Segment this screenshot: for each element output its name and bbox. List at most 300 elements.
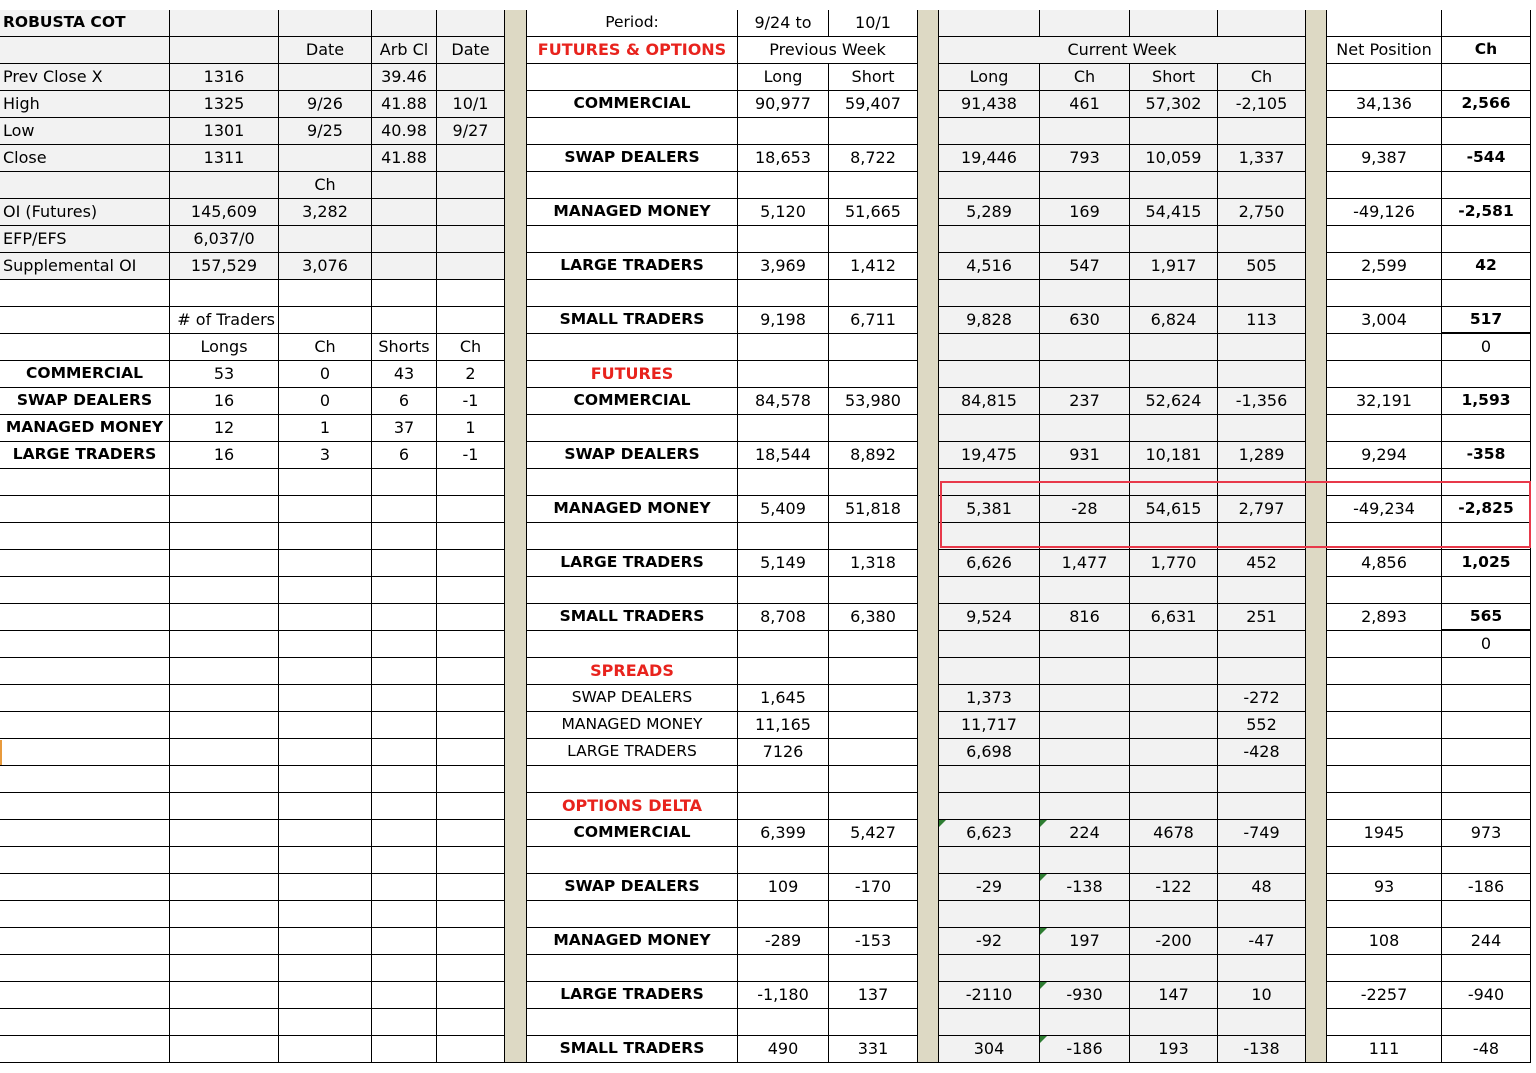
- cell-r4-c10[interactable]: [939, 118, 1040, 145]
- cell-r14-c1[interactable]: 16: [170, 388, 279, 415]
- cell-r27-c11[interactable]: [1040, 739, 1130, 766]
- cell-r21-c15[interactable]: [1442, 577, 1531, 604]
- cell-r34-c15[interactable]: 244: [1442, 928, 1531, 955]
- cell-r16-c6[interactable]: SWAP DEALERS: [527, 442, 738, 469]
- cell-r10-c4[interactable]: [437, 280, 505, 307]
- cell-r22-c7[interactable]: 8,708: [738, 604, 829, 631]
- cell-r34-c4[interactable]: [437, 928, 505, 955]
- cell-r22-c2[interactable]: [279, 604, 372, 631]
- cell-r26-c4[interactable]: [437, 712, 505, 739]
- cell-r18-c3[interactable]: [372, 496, 437, 523]
- cell-r27-c7[interactable]: 7126: [738, 739, 829, 766]
- cell-r4-c4[interactable]: 9/27: [437, 118, 505, 145]
- cell-r4-c8[interactable]: [829, 118, 918, 145]
- cell-r20-c8[interactable]: 1,318: [829, 550, 918, 577]
- cell-r14-c15[interactable]: 1,593: [1442, 388, 1531, 415]
- cell-r8-c4[interactable]: [437, 226, 505, 253]
- cell-r12-c4[interactable]: Ch: [437, 334, 505, 361]
- cell-r38-c12[interactable]: 193: [1130, 1036, 1218, 1063]
- cell-r29-c2[interactable]: [279, 793, 372, 820]
- cell-r37-c4[interactable]: [437, 1009, 505, 1036]
- cell-r22-c13[interactable]: 251: [1218, 604, 1306, 631]
- cell-r22-c11[interactable]: 816: [1040, 604, 1130, 631]
- cell-r0-c1[interactable]: [170, 10, 279, 37]
- cell-r25-c8[interactable]: [829, 685, 918, 712]
- cell-r12-c13[interactable]: [1218, 334, 1306, 361]
- cell-r25-c7[interactable]: 1,645: [738, 685, 829, 712]
- cell-r21-c0[interactable]: [0, 577, 170, 604]
- cell-r13-c7[interactable]: [738, 361, 829, 388]
- cell-r16-c12[interactable]: 10,181: [1130, 442, 1218, 469]
- cell-r36-c15[interactable]: -940: [1442, 982, 1531, 1009]
- cell-r2-c0[interactable]: Prev Close X: [0, 64, 170, 91]
- cell-r11-c7[interactable]: 9,198: [738, 307, 829, 334]
- cell-r13-c3[interactable]: 43: [372, 361, 437, 388]
- cell-r7-c10[interactable]: 5,289: [939, 199, 1040, 226]
- cell-r5-c1[interactable]: 1311: [170, 145, 279, 172]
- cell-r29-c11[interactable]: [1040, 793, 1130, 820]
- cell-r20-c14[interactable]: 4,856: [1327, 550, 1442, 577]
- cell-r17-c1[interactable]: [170, 469, 279, 496]
- cell-r23-c0[interactable]: [0, 631, 170, 658]
- cell-r8-c14[interactable]: [1327, 226, 1442, 253]
- cell-r26-c6[interactable]: MANAGED MONEY: [527, 712, 738, 739]
- cell-r30-c8[interactable]: 5,427: [829, 820, 918, 847]
- cell-r18-c15[interactable]: -2,825: [1442, 496, 1531, 523]
- cell-r7-c8[interactable]: 51,665: [829, 199, 918, 226]
- cell-r8-c0[interactable]: EFP/EFS: [0, 226, 170, 253]
- cell-r7-c11[interactable]: 169: [1040, 199, 1130, 226]
- cell-r34-c10[interactable]: -92: [939, 928, 1040, 955]
- cell-r5-c13[interactable]: 1,337: [1218, 145, 1306, 172]
- cell-r15-c15[interactable]: [1442, 415, 1531, 442]
- cell-r0-c4[interactable]: [437, 10, 505, 37]
- cell-r38-c11[interactable]: -186: [1040, 1036, 1130, 1063]
- cell-r22-c8[interactable]: 6,380: [829, 604, 918, 631]
- cell-r31-c4[interactable]: [437, 847, 505, 874]
- cell-r11-c1[interactable]: # of Traders: [170, 307, 279, 334]
- cell-r2-c3[interactable]: 39.46: [372, 64, 437, 91]
- cell-r19-c13[interactable]: [1218, 523, 1306, 550]
- cell-r15-c2[interactable]: 1: [279, 415, 372, 442]
- cell-r10-c6[interactable]: [527, 280, 738, 307]
- cell-r29-c10[interactable]: [939, 793, 1040, 820]
- cell-r21-c7[interactable]: [738, 577, 829, 604]
- cell-r11-c15[interactable]: 517: [1442, 307, 1531, 334]
- cell-r19-c4[interactable]: [437, 523, 505, 550]
- cell-r27-c3[interactable]: [372, 739, 437, 766]
- cell-r31-c11[interactable]: [1040, 847, 1130, 874]
- cell-r24-c6[interactable]: SPREADS: [527, 658, 738, 685]
- cell-r32-c4[interactable]: [437, 874, 505, 901]
- cell-r24-c14[interactable]: [1327, 658, 1442, 685]
- cell-r32-c14[interactable]: 93: [1327, 874, 1442, 901]
- cell-r30-c2[interactable]: [279, 820, 372, 847]
- cell-r20-c3[interactable]: [372, 550, 437, 577]
- cell-r37-c15[interactable]: [1442, 1009, 1531, 1036]
- cell-r31-c0[interactable]: [0, 847, 170, 874]
- cell-r14-c13[interactable]: -1,356: [1218, 388, 1306, 415]
- cell-r25-c11[interactable]: [1040, 685, 1130, 712]
- cell-r6-c7[interactable]: [738, 172, 829, 199]
- cell-r16-c0[interactable]: LARGE TRADERS: [0, 442, 170, 469]
- cell-r26-c7[interactable]: 11,165: [738, 712, 829, 739]
- cell-r1-c1[interactable]: [170, 37, 279, 64]
- cell-r6-c11[interactable]: [1040, 172, 1130, 199]
- cell-r11-c11[interactable]: 630: [1040, 307, 1130, 334]
- cell-r0-c10[interactable]: [939, 10, 1040, 37]
- cell-r1-c0[interactable]: [0, 37, 170, 64]
- cell-r12-c14[interactable]: [1327, 334, 1442, 361]
- cell-r6-c15[interactable]: [1442, 172, 1531, 199]
- cell-r23-c8[interactable]: [829, 631, 918, 658]
- cell-r36-c10[interactable]: -2110: [939, 982, 1040, 1009]
- cell-r8-c8[interactable]: [829, 226, 918, 253]
- cell-r15-c7[interactable]: [738, 415, 829, 442]
- cell-r21-c11[interactable]: [1040, 577, 1130, 604]
- cell-r16-c4[interactable]: -1: [437, 442, 505, 469]
- cell-r18-c1[interactable]: [170, 496, 279, 523]
- cell-r12-c8[interactable]: [829, 334, 918, 361]
- cell-r2-c6[interactable]: [527, 64, 738, 91]
- cell-r19-c2[interactable]: [279, 523, 372, 550]
- cell-r26-c13[interactable]: 552: [1218, 712, 1306, 739]
- cell-r34-c1[interactable]: [170, 928, 279, 955]
- cell-r26-c2[interactable]: [279, 712, 372, 739]
- cell-r17-c10[interactable]: [939, 469, 1040, 496]
- cell-r24-c8[interactable]: [829, 658, 918, 685]
- cell-r2-c7[interactable]: Long: [738, 64, 829, 91]
- cell-r25-c10[interactable]: 1,373: [939, 685, 1040, 712]
- cell-r10-c14[interactable]: [1327, 280, 1442, 307]
- cell-r29-c15[interactable]: [1442, 793, 1531, 820]
- cell-r29-c0[interactable]: [0, 793, 170, 820]
- cell-r2-c12[interactable]: Short: [1130, 64, 1218, 91]
- cell-r32-c2[interactable]: [279, 874, 372, 901]
- cell-r13-c6[interactable]: FUTURES: [527, 361, 738, 388]
- cell-r28-c0[interactable]: [0, 766, 170, 793]
- cell-r25-c6[interactable]: SWAP DEALERS: [527, 685, 738, 712]
- cell-r8-c10[interactable]: [939, 226, 1040, 253]
- cell-r6-c8[interactable]: [829, 172, 918, 199]
- cell-r28-c6[interactable]: [527, 766, 738, 793]
- cell-r35-c11[interactable]: [1040, 955, 1130, 982]
- cell-r18-c13[interactable]: 2,797: [1218, 496, 1306, 523]
- cell-r19-c8[interactable]: [829, 523, 918, 550]
- cell-r15-c10[interactable]: [939, 415, 1040, 442]
- cell-r18-c11[interactable]: -28: [1040, 496, 1130, 523]
- cell-r6-c10[interactable]: [939, 172, 1040, 199]
- cell-r37-c12[interactable]: [1130, 1009, 1218, 1036]
- cell-r28-c7[interactable]: [738, 766, 829, 793]
- cell-r17-c7[interactable]: [738, 469, 829, 496]
- cell-r0-c15[interactable]: [1442, 10, 1531, 37]
- cell-r8-c3[interactable]: [372, 226, 437, 253]
- cell-r9-c11[interactable]: 547: [1040, 253, 1130, 280]
- cell-r18-c7[interactable]: 5,409: [738, 496, 829, 523]
- cell-r1-c3[interactable]: Arb Cl: [372, 37, 437, 64]
- cell-r20-c10[interactable]: 6,626: [939, 550, 1040, 577]
- cell-r25-c0[interactable]: [0, 685, 170, 712]
- cell-r2-c2[interactable]: [279, 64, 372, 91]
- cell-r20-c13[interactable]: 452: [1218, 550, 1306, 577]
- cell-r30-c4[interactable]: [437, 820, 505, 847]
- cell-r3-c2[interactable]: 9/26: [279, 91, 372, 118]
- cell-r21-c13[interactable]: [1218, 577, 1306, 604]
- cell-r24-c2[interactable]: [279, 658, 372, 685]
- cell-r5-c11[interactable]: 793: [1040, 145, 1130, 172]
- cell-r27-c6[interactable]: LARGE TRADERS: [527, 739, 738, 766]
- cell-r13-c8[interactable]: [829, 361, 918, 388]
- cell-r31-c14[interactable]: [1327, 847, 1442, 874]
- cell-r23-c7[interactable]: [738, 631, 829, 658]
- cell-r37-c2[interactable]: [279, 1009, 372, 1036]
- cell-r4-c1[interactable]: 1301: [170, 118, 279, 145]
- cell-r38-c3[interactable]: [372, 1036, 437, 1063]
- cell-r13-c15[interactable]: [1442, 361, 1531, 388]
- cell-r2-c14[interactable]: [1327, 64, 1442, 91]
- cell-r37-c3[interactable]: [372, 1009, 437, 1036]
- cell-r12-c6[interactable]: [527, 334, 738, 361]
- cell-r37-c14[interactable]: [1327, 1009, 1442, 1036]
- cell-r21-c14[interactable]: [1327, 577, 1442, 604]
- cell-r4-c15[interactable]: [1442, 118, 1531, 145]
- cell-r20-c6[interactable]: LARGE TRADERS: [527, 550, 738, 577]
- cell-r8-c6[interactable]: [527, 226, 738, 253]
- cell-r25-c2[interactable]: [279, 685, 372, 712]
- cell-r14-c11[interactable]: 237: [1040, 388, 1130, 415]
- cell-r8-c1[interactable]: 6,037/0: [170, 226, 279, 253]
- cell-r23-c12[interactable]: [1130, 631, 1218, 658]
- cell-r3-c11[interactable]: 461: [1040, 91, 1130, 118]
- cell-r9-c6[interactable]: LARGE TRADERS: [527, 253, 738, 280]
- cell-r6-c4[interactable]: [437, 172, 505, 199]
- cell-r5-c0[interactable]: Close: [0, 145, 170, 172]
- cell-r32-c7[interactable]: 109: [738, 874, 829, 901]
- cell-r13-c2[interactable]: 0: [279, 361, 372, 388]
- cell-r37-c0[interactable]: [0, 1009, 170, 1036]
- cell-r35-c15[interactable]: [1442, 955, 1531, 982]
- cell-r15-c1[interactable]: 12: [170, 415, 279, 442]
- cell-r23-c4[interactable]: [437, 631, 505, 658]
- cell-r7-c6[interactable]: MANAGED MONEY: [527, 199, 738, 226]
- cell-r10-c10[interactable]: [939, 280, 1040, 307]
- cell-r19-c10[interactable]: [939, 523, 1040, 550]
- cell-r32-c12[interactable]: -122: [1130, 874, 1218, 901]
- cell-r25-c12[interactable]: [1130, 685, 1218, 712]
- cell-r19-c14[interactable]: [1327, 523, 1442, 550]
- cell-r28-c8[interactable]: [829, 766, 918, 793]
- cell-r26-c1[interactable]: [170, 712, 279, 739]
- cell-r10-c1[interactable]: [170, 280, 279, 307]
- cell-r1-c15[interactable]: Ch: [1442, 37, 1531, 64]
- cell-r22-c12[interactable]: 6,631: [1130, 604, 1218, 631]
- cell-r19-c6[interactable]: [527, 523, 738, 550]
- cell-r29-c1[interactable]: [170, 793, 279, 820]
- cell-r4-c2[interactable]: 9/25: [279, 118, 372, 145]
- cell-r24-c0[interactable]: [0, 658, 170, 685]
- cell-r3-c8[interactable]: 59,407: [829, 91, 918, 118]
- cell-r16-c8[interactable]: 8,892: [829, 442, 918, 469]
- cell-r24-c13[interactable]: [1218, 658, 1306, 685]
- cell-r12-c15[interactable]: 0: [1442, 334, 1531, 361]
- cell-r9-c1[interactable]: 157,529: [170, 253, 279, 280]
- cell-r30-c1[interactable]: [170, 820, 279, 847]
- cell-r33-c7[interactable]: [738, 901, 829, 928]
- cell-r9-c10[interactable]: 4,516: [939, 253, 1040, 280]
- cell-r12-c0[interactable]: [0, 334, 170, 361]
- cell-r11-c12[interactable]: 6,824: [1130, 307, 1218, 334]
- cell-r14-c0[interactable]: SWAP DEALERS: [0, 388, 170, 415]
- cell-r9-c15[interactable]: 42: [1442, 253, 1531, 280]
- cell-r38-c2[interactable]: [279, 1036, 372, 1063]
- cell-r38-c8[interactable]: 331: [829, 1036, 918, 1063]
- cell-r15-c6[interactable]: [527, 415, 738, 442]
- cell-r21-c4[interactable]: [437, 577, 505, 604]
- cell-r21-c6[interactable]: [527, 577, 738, 604]
- cell-r34-c6[interactable]: MANAGED MONEY: [527, 928, 738, 955]
- cell-r28-c15[interactable]: [1442, 766, 1531, 793]
- cell-r36-c11[interactable]: -930: [1040, 982, 1130, 1009]
- cell-r7-c14[interactable]: -49,126: [1327, 199, 1442, 226]
- cell-r13-c12[interactable]: [1130, 361, 1218, 388]
- cell-r14-c10[interactable]: 84,815: [939, 388, 1040, 415]
- cell-r30-c14[interactable]: 1945: [1327, 820, 1442, 847]
- cell-r23-c1[interactable]: [170, 631, 279, 658]
- cell-r5-c12[interactable]: 10,059: [1130, 145, 1218, 172]
- cell-r9-c13[interactable]: 505: [1218, 253, 1306, 280]
- cell-r10-c7[interactable]: [738, 280, 829, 307]
- cell-r35-c2[interactable]: [279, 955, 372, 982]
- cell-r27-c15[interactable]: [1442, 739, 1531, 766]
- cell-r17-c6[interactable]: [527, 469, 738, 496]
- cell-r18-c14[interactable]: -49,234: [1327, 496, 1442, 523]
- cell-r13-c1[interactable]: 53: [170, 361, 279, 388]
- cell-r36-c3[interactable]: [372, 982, 437, 1009]
- cell-r3-c14[interactable]: 34,136: [1327, 91, 1442, 118]
- cell-r17-c15[interactable]: [1442, 469, 1531, 496]
- cell-r16-c7[interactable]: 18,544: [738, 442, 829, 469]
- cell-r5-c7[interactable]: 18,653: [738, 145, 829, 172]
- cell-r4-c13[interactable]: [1218, 118, 1306, 145]
- cell-r15-c13[interactable]: [1218, 415, 1306, 442]
- cell-r25-c14[interactable]: [1327, 685, 1442, 712]
- cell-r16-c10[interactable]: 19,475: [939, 442, 1040, 469]
- cell-r33-c0[interactable]: [0, 901, 170, 928]
- cell-r18-c12[interactable]: 54,615: [1130, 496, 1218, 523]
- cell-r22-c1[interactable]: [170, 604, 279, 631]
- cell-r24-c1[interactable]: [170, 658, 279, 685]
- cell-r27-c14[interactable]: [1327, 739, 1442, 766]
- cell-r16-c11[interactable]: 931: [1040, 442, 1130, 469]
- cell-r26-c10[interactable]: 11,717: [939, 712, 1040, 739]
- cell-r4-c3[interactable]: 40.98: [372, 118, 437, 145]
- cell-r6-c14[interactable]: [1327, 172, 1442, 199]
- cell-r20-c15[interactable]: 1,025: [1442, 550, 1531, 577]
- cell-r38-c13[interactable]: -138: [1218, 1036, 1306, 1063]
- cell-r12-c10[interactable]: [939, 334, 1040, 361]
- cell-r29-c7[interactable]: [738, 793, 829, 820]
- cell-r21-c2[interactable]: [279, 577, 372, 604]
- cell-r17-c2[interactable]: [279, 469, 372, 496]
- cell-r20-c7[interactable]: 5,149: [738, 550, 829, 577]
- cell-r2-c15[interactable]: [1442, 64, 1531, 91]
- cell-r15-c3[interactable]: 37: [372, 415, 437, 442]
- cell-r9-c0[interactable]: Supplemental OI: [0, 253, 170, 280]
- cell-r4-c11[interactable]: [1040, 118, 1130, 145]
- cell-r23-c2[interactable]: [279, 631, 372, 658]
- cell-r36-c4[interactable]: [437, 982, 505, 1009]
- cell-r5-c6[interactable]: SWAP DEALERS: [527, 145, 738, 172]
- cell-r14-c7[interactable]: 84,578: [738, 388, 829, 415]
- cell-r0-c13[interactable]: [1218, 10, 1306, 37]
- cell-r32-c13[interactable]: 48: [1218, 874, 1306, 901]
- cell-r21-c12[interactable]: [1130, 577, 1218, 604]
- cell-r19-c3[interactable]: [372, 523, 437, 550]
- cell-r16-c15[interactable]: -358: [1442, 442, 1531, 469]
- cell-r14-c3[interactable]: 6: [372, 388, 437, 415]
- cell-r0-c8[interactable]: 10/1: [829, 10, 918, 37]
- cell-r28-c13[interactable]: [1218, 766, 1306, 793]
- cell-r22-c3[interactable]: [372, 604, 437, 631]
- cell-r25-c3[interactable]: [372, 685, 437, 712]
- cell-r4-c7[interactable]: [738, 118, 829, 145]
- cell-r24-c12[interactable]: [1130, 658, 1218, 685]
- cell-r19-c11[interactable]: [1040, 523, 1130, 550]
- cell-r28-c11[interactable]: [1040, 766, 1130, 793]
- cell-r34-c13[interactable]: -47: [1218, 928, 1306, 955]
- cell-r14-c2[interactable]: 0: [279, 388, 372, 415]
- cell-r35-c7[interactable]: [738, 955, 829, 982]
- cell-r30-c7[interactable]: 6,399: [738, 820, 829, 847]
- cell-r9-c8[interactable]: 1,412: [829, 253, 918, 280]
- cell-r2-c8[interactable]: Short: [829, 64, 918, 91]
- cell-r9-c3[interactable]: [372, 253, 437, 280]
- cell-r33-c1[interactable]: [170, 901, 279, 928]
- cell-r31-c15[interactable]: [1442, 847, 1531, 874]
- cell-r0-c12[interactable]: [1130, 10, 1218, 37]
- cell-r32-c1[interactable]: [170, 874, 279, 901]
- cell-r5-c10[interactable]: 19,446: [939, 145, 1040, 172]
- cell-r27-c2[interactable]: [279, 739, 372, 766]
- cell-r7-c13[interactable]: 2,750: [1218, 199, 1306, 226]
- cell-r38-c4[interactable]: [437, 1036, 505, 1063]
- cell-r36-c7[interactable]: -1,180: [738, 982, 829, 1009]
- cell-r9-c2[interactable]: 3,076: [279, 253, 372, 280]
- cell-r21-c8[interactable]: [829, 577, 918, 604]
- cell-r3-c7[interactable]: 90,977: [738, 91, 829, 118]
- cell-r8-c11[interactable]: [1040, 226, 1130, 253]
- cell-r10-c0[interactable]: [0, 280, 170, 307]
- cell-r1-c7[interactable]: Previous Week: [738, 37, 918, 64]
- cell-r12-c11[interactable]: [1040, 334, 1130, 361]
- cell-r11-c2[interactable]: [279, 307, 372, 334]
- cell-r28-c3[interactable]: [372, 766, 437, 793]
- cell-r35-c0[interactable]: [0, 955, 170, 982]
- cell-r24-c7[interactable]: [738, 658, 829, 685]
- cell-r31-c7[interactable]: [738, 847, 829, 874]
- cell-r3-c15[interactable]: 2,566: [1442, 91, 1531, 118]
- cell-r35-c4[interactable]: [437, 955, 505, 982]
- cell-r33-c14[interactable]: [1327, 901, 1442, 928]
- cell-r15-c11[interactable]: [1040, 415, 1130, 442]
- cell-r0-c14[interactable]: [1327, 10, 1442, 37]
- cell-r7-c3[interactable]: [372, 199, 437, 226]
- cell-r29-c3[interactable]: [372, 793, 437, 820]
- cell-r15-c8[interactable]: [829, 415, 918, 442]
- cell-r1-c14[interactable]: Net Position: [1327, 37, 1442, 64]
- cell-r9-c14[interactable]: 2,599: [1327, 253, 1442, 280]
